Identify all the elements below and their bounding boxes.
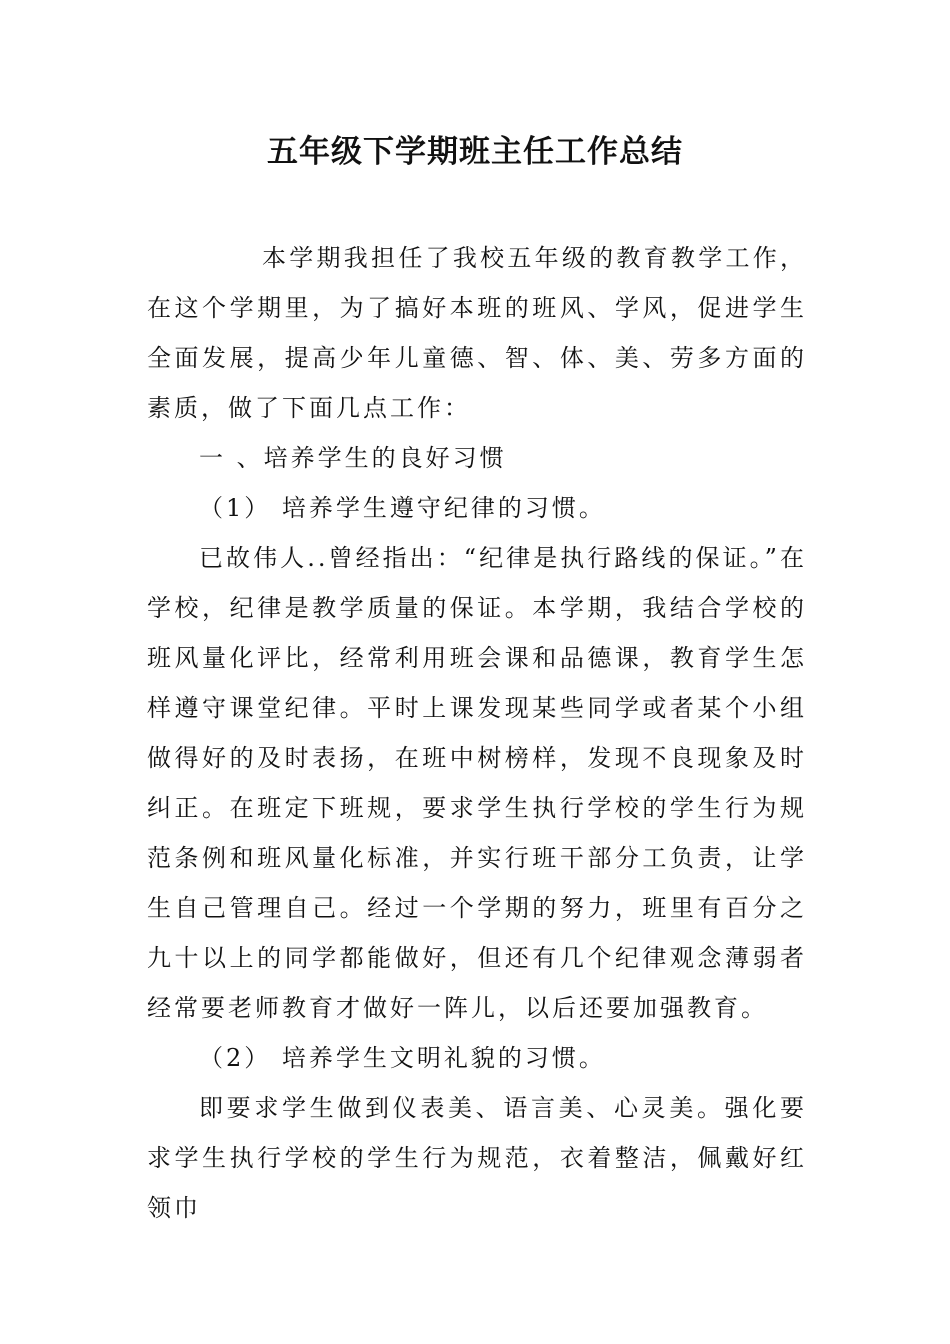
- paragraph-intro: 本学期我担任了我校五年级的教育教学工作，在这个学期里，为了搞好本班的班风、学风，促进学生全面发展，提高少年儿童德、智、体、美、劳多方面的素质，做了下面几点工作：: [147, 244, 807, 422]
- document-body: [147, 233, 807, 1233]
- subheading-courtesy-habit: （2） 培养学生文明礼貌的习惯。: [199, 1044, 606, 1072]
- paragraph-discipline: 已故伟人..曾经指出：“纪律是执行路线的保证。”在学校，纪律是教学质量的保证。本学期，我结合学校的班风量化评比，经常利用班会课和品德课，教育学生怎样遵守课堂纪律。平时上课发现某些同学或者某个小组做得好的及时表扬，在班中树榜样，发现不良现象及时纠正。在班定下班规，要求学生执行学校的学生行为规范条例和班风量化标准，并实行班干部分工负责，让学生自己管理自己。经过一个学期的努力，班里有百分之九十以上的同学都能做好，但还有几个纪律观念薄弱者经常要老师教育才做好一阵儿，以后还要加强教育。: [147, 544, 807, 1022]
- section-heading-good-habits: 一 、培养学生的良好习惯: [199, 444, 507, 472]
- subheading-discipline-habit: （1） 培养学生遵守纪律的习惯。: [199, 494, 606, 522]
- paragraph-courtesy: 即要求学生做到仪表美、语言美、心灵美。强化要求学生执行学校的学生行为规范，衣着整洁，佩戴好红领巾: [147, 1094, 807, 1222]
- document-title: 五年级下学期班主任工作总结: [267, 134, 683, 170]
